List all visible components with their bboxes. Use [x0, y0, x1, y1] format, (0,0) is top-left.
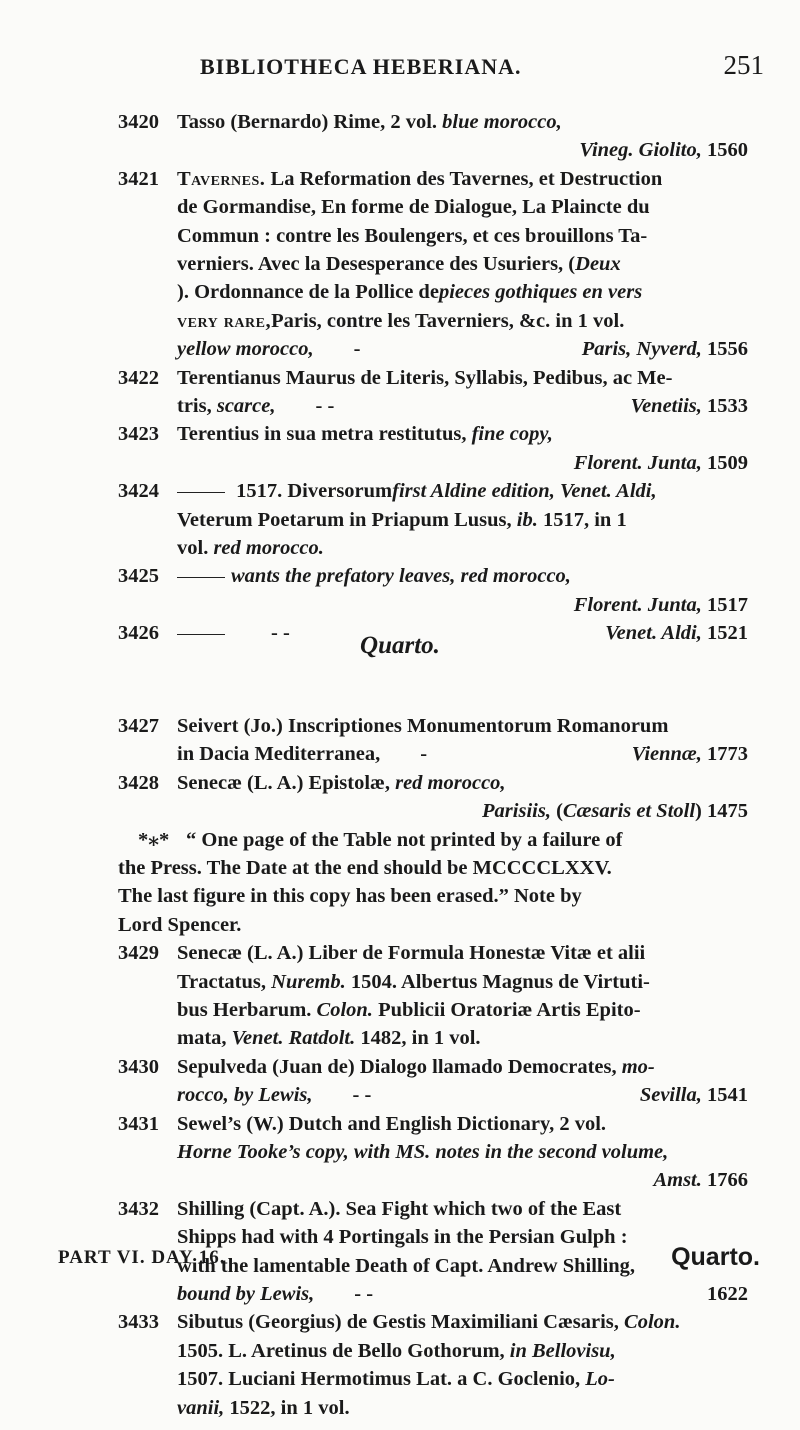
imprint-date: (: [550, 800, 563, 823]
line-text: [177, 712, 668, 740]
catalogue-line: [118, 1394, 748, 1422]
line-text: [177, 278, 642, 306]
italic-text: red morocco.: [213, 537, 324, 559]
roman-text: Sibutus (Georgius) de Gestis Maximiliani Cæsaris,: [177, 1311, 625, 1334]
catalogue-line: [118, 335, 748, 363]
catalogue-line: [118, 826, 748, 854]
imprint: [482, 797, 748, 825]
italic-text: Colon.: [624, 1311, 681, 1334]
catalogue-line: [118, 278, 748, 306]
roman-text: 1482, in 1 vol.: [355, 1027, 481, 1050]
small-caps-text: Tavernes.: [177, 167, 266, 190]
imprint-place: Parisiis,: [482, 800, 551, 823]
line-text: [177, 534, 324, 562]
line-text: [177, 420, 553, 448]
roman-text: mata,: [177, 1027, 232, 1050]
imprint-date: 1622: [707, 1283, 748, 1305]
line-text: [186, 826, 622, 854]
roman-text: 1507. Luciani Hermotimus Lat. a C. Goclenio,: [177, 1368, 586, 1391]
line-text: [118, 854, 612, 882]
roman-text: Lord Spencer.: [118, 913, 242, 936]
italic-text: blue morocco,: [442, 111, 562, 133]
italic-text: Colon.: [316, 999, 373, 1021]
line-text: [177, 335, 360, 363]
catalogue-line: [118, 1308, 748, 1336]
catalogue-line: [118, 392, 748, 420]
roman-text: 1505. L. Aretinus de Bello Gothorum,: [177, 1339, 510, 1362]
italic-text: Venet. Ratdolt.: [231, 1027, 356, 1050]
catalogue-line: [118, 534, 748, 562]
line-text: [177, 769, 506, 797]
spacer-dashes: - -: [352, 1084, 372, 1107]
lot-number: 3423: [118, 423, 159, 446]
roman-text: Sewel’s (W.) Dutch and English Dictionary, 2 vol.: [177, 1112, 607, 1135]
spacer-dashes: - -: [271, 622, 290, 645]
catalogue-line: [118, 449, 748, 477]
lot-number: 3428: [118, 771, 159, 794]
imprint-date: 1533: [701, 395, 748, 417]
line-text: [118, 911, 241, 939]
imprint: [653, 1166, 748, 1194]
lot-number: 3424: [118, 480, 159, 503]
line-text: [177, 1195, 621, 1223]
catalogue-line: [118, 108, 748, 136]
roman-text: ). Ordonnance de la Pollice de: [177, 281, 439, 304]
footer-part: PART VI. DAY 16.: [58, 1247, 226, 1268]
lot-number: 3429: [118, 942, 159, 965]
line-text: [177, 1110, 606, 1138]
roman-text: Publicii Oratoriæ Artis Epito-: [372, 999, 641, 1021]
catalogue-line: [118, 882, 748, 910]
imprint-place: Florent. Junta,: [573, 451, 702, 474]
line-text: [177, 477, 657, 505]
italic-text: red morocco,: [395, 771, 506, 794]
catalogue-line: [118, 854, 748, 882]
roman-text: 1504. Albertus Magnus de Virtuti-: [345, 970, 650, 993]
catalogue-line: [118, 769, 748, 797]
catalogue-line: [118, 996, 748, 1024]
imprint: [574, 591, 748, 619]
catalogue-line: [118, 250, 748, 278]
italic-text: in Bellovisu,: [509, 1339, 616, 1362]
imprint-date: 1556: [701, 338, 748, 361]
imprint-place: Venetiis,: [630, 395, 702, 417]
spacer-dashes: -: [420, 743, 428, 766]
line-text: [177, 506, 627, 534]
imprint-place: Vineg. Giolito,: [579, 139, 702, 162]
imprint: [579, 136, 748, 164]
roman-text: 1517, in 1: [537, 508, 627, 531]
roman-text: Paris, contre les Taverniers, &c. in 1 vol.: [271, 309, 625, 332]
line-text: [177, 364, 672, 392]
ditto-dash: [177, 492, 225, 493]
imprint-date: 1521: [701, 622, 748, 645]
catalogue-line: [118, 1280, 748, 1308]
lot-number: 3426: [118, 622, 159, 645]
roman-text: La Reformation des Tavernes, et Destruction: [265, 167, 663, 190]
line-text: [177, 193, 650, 221]
italic-text: mo-: [621, 1055, 655, 1078]
italic-text: Lo-: [585, 1368, 615, 1391]
roman-text: the Press. The Date at the end should be MCCCCLXXV.: [118, 857, 612, 879]
lot-number: 3431: [118, 1112, 159, 1135]
line-text: [177, 165, 662, 193]
imprint-place: Paris, Nyverd,: [581, 338, 702, 361]
italic-text: vanii,: [177, 1396, 225, 1419]
catalogue-line: [118, 477, 748, 505]
line-text: [177, 1024, 481, 1052]
catalogue-line: [118, 740, 748, 768]
imprint-printer: Cæsaris et Stoll: [562, 800, 696, 823]
lot-number: 3427: [118, 715, 159, 737]
roman-text: Shipps had with 4 Portingals in the Persian Gulph :: [177, 1226, 628, 1249]
line-text: [177, 108, 562, 136]
imprint: [640, 1081, 748, 1109]
italic-text: first Aldine edition, Venet. Aldi,: [392, 480, 657, 503]
catalogue-line: [118, 1166, 748, 1194]
line-text: [177, 1365, 615, 1393]
catalogue-line: [118, 562, 748, 590]
catalogue-line: [118, 712, 748, 740]
roman-text: Senecæ (L. A.) Epistolæ,: [177, 771, 396, 794]
catalogue-line: [118, 1195, 748, 1223]
roman-text: with the lamentable Death of Capt. Andrew Shilling,: [177, 1254, 636, 1277]
header-title: BIBLIOTHECA HEBERIANA.: [200, 54, 522, 79]
catalogue-line: [118, 364, 748, 392]
catalogue-line: [118, 307, 748, 335]
small-caps-text: very rare,: [177, 309, 272, 332]
imprint: [574, 449, 748, 477]
catalogue-line: [118, 968, 748, 996]
roman-text: The last figure in this copy has been erased.” Note by: [118, 885, 582, 908]
catalogue-line: [118, 939, 748, 967]
lot-number: 3425: [118, 565, 159, 588]
catalogue-line: [118, 1053, 748, 1081]
line-text: [177, 250, 621, 278]
italic-text: yellow morocco,: [177, 338, 314, 361]
lot-number: 3433: [118, 1311, 159, 1334]
roman-text: Senecæ (L. A.) Liber de Formula Honestæ Vitæ et alii: [177, 942, 646, 965]
catalogue-line: [118, 1110, 748, 1138]
catalogue-line: [118, 1337, 748, 1365]
lot-number: 3420: [118, 111, 159, 133]
roman-text: verniers. Avec la Desesperance des Usuriers, (: [177, 253, 576, 275]
line-text: [177, 307, 624, 335]
italic-text: rocco, by Lewis,: [177, 1084, 313, 1107]
italic-text: fine copy,: [471, 423, 553, 446]
roman-text: Commun : contre les Boulengers, et ces brouillons Ta-: [177, 224, 648, 247]
italic-text: bound by Lewis,: [177, 1283, 315, 1305]
catalogue-line: [118, 136, 748, 164]
lot-number: 3432: [118, 1197, 159, 1220]
line-text: [118, 882, 582, 910]
italic-text: pieces gothiques en vers: [438, 281, 643, 304]
lot-number: 3422: [118, 366, 159, 389]
roman-text: “ One page of the Table not printed by a failure of: [186, 828, 623, 851]
line-text: [177, 939, 645, 967]
imprint-place: Florent. Junta,: [573, 593, 702, 616]
line-text: [177, 1053, 655, 1081]
roman-text: in Dacia Mediterranea,: [177, 743, 381, 766]
line-text: [177, 222, 647, 250]
catalogue-line: [118, 911, 748, 939]
imprint-place: Venet. Aldi,: [605, 622, 702, 645]
section-title: Quarto.: [360, 632, 440, 659]
catalogue-line: [118, 591, 748, 619]
imprint-date: 1560: [701, 139, 748, 162]
catalogue-line: [118, 506, 748, 534]
catalogue-line: [118, 193, 748, 221]
lot-number: *⁎*: [138, 828, 170, 851]
line-text: [177, 1308, 680, 1336]
italic-text: wants the prefatory leaves, red morocco,: [231, 565, 571, 588]
roman-text: 1522, in 1 vol.: [224, 1396, 350, 1419]
roman-text: de Gormandise, En forme de Dialogue, La Plaincte du: [177, 196, 650, 219]
spacer-dashes: - -: [315, 395, 335, 417]
line-text: [177, 562, 571, 590]
imprint: [582, 335, 748, 363]
roman-text: Tractatus,: [177, 970, 272, 993]
roman-text: Shilling (Capt. A.). Sea Fight which two of the East: [177, 1197, 622, 1220]
roman-text: vol.: [177, 537, 214, 559]
ditto-dash: [177, 577, 225, 578]
roman-text: tris,: [177, 395, 217, 417]
line-text: [177, 1280, 373, 1308]
page-footer: [58, 1243, 760, 1275]
imprint: [632, 740, 748, 768]
italic-text: ib.: [516, 508, 538, 531]
catalogue-line: [118, 420, 748, 448]
catalogue-line: [118, 1081, 748, 1109]
italic-text: scarce,: [216, 395, 276, 417]
imprint-place: Viennæ,: [631, 743, 702, 766]
imprint-date: 1517: [701, 593, 748, 616]
imprint-date: 1509: [701, 451, 748, 474]
lot-number: 3430: [118, 1055, 159, 1078]
imprint: [631, 392, 748, 420]
line-text: [177, 740, 427, 768]
page-number: 251: [723, 50, 764, 80]
roman-text: Tasso (Bernardo) Rime, 2 vol.: [177, 111, 443, 133]
running-header: [118, 50, 764, 82]
line-text: [177, 1394, 350, 1422]
footer-signature: Quarto.: [671, 1243, 760, 1271]
line-text: [177, 968, 650, 996]
italic-text: Deux: [575, 253, 621, 275]
line-text: [177, 1081, 371, 1109]
catalogue-line: [118, 797, 748, 825]
lot-number: 3421: [118, 167, 159, 190]
catalogue-line: [118, 1365, 748, 1393]
spacer-dashes: - -: [354, 1283, 374, 1305]
line-text: [177, 1337, 616, 1365]
imprint-place: Sevilla,: [639, 1084, 702, 1107]
imprint-date: ) 1475: [695, 800, 748, 823]
line-text: [177, 1138, 668, 1166]
imprint-date: 1541: [701, 1084, 748, 1107]
catalogue-line: [118, 222, 748, 250]
roman-text: Terentius in sua metra restitutus,: [177, 423, 472, 446]
spacer-dashes: -: [353, 338, 361, 361]
line-text: [177, 996, 641, 1024]
italic-text: Nuremb.: [271, 970, 346, 993]
roman-text: Terentianus Maurus de Literis, Syllabis, Pedibus, ac Me-: [177, 366, 673, 389]
catalogue-line: [118, 165, 748, 193]
imprint: [707, 1280, 748, 1308]
catalogue-line: [118, 1138, 748, 1166]
roman-text: Seivert (Jo.) Inscriptiones Monumentorum Romanorum: [177, 715, 669, 737]
catalogue-line: [118, 1024, 748, 1052]
roman-text: Sepulveda (Juan de) Dialogo llamado Democrates,: [177, 1055, 622, 1078]
roman-text: Veterum Poetarum in Priapum Lusus,: [177, 508, 517, 531]
imprint-date: 1773: [701, 743, 748, 766]
roman-text: 1517. Diversorum: [231, 480, 393, 503]
imprint-place: Amst.: [653, 1169, 702, 1192]
italic-text: Horne Tooke’s copy, with MS. notes in the second volume,: [177, 1141, 669, 1163]
imprint-date: 1766: [701, 1169, 748, 1192]
roman-text: bus Herbarum.: [177, 999, 317, 1021]
line-text: [177, 392, 334, 420]
